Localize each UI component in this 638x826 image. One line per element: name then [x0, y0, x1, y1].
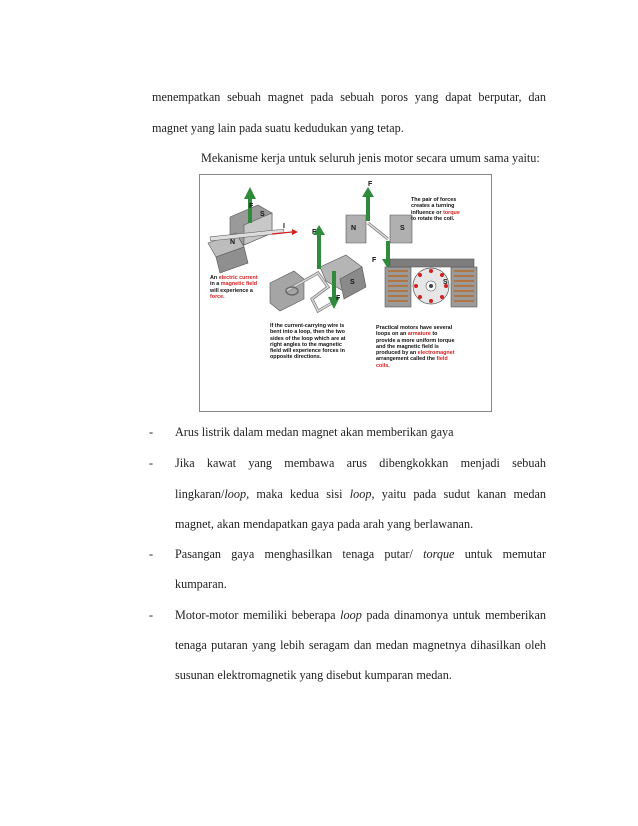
- motor-diagram-figure: [199, 174, 492, 412]
- north-pole-label: N: [351, 225, 357, 232]
- caption-pair-of-forces: The pair of forces creates a turning influence or torque to rotate the coil.: [411, 197, 460, 222]
- bullet-2-line-1: Jika kawat yang membawa arus dibengkokkan menjadi sebuah: [175, 456, 546, 470]
- bullet-dash: -: [149, 608, 154, 622]
- bullet-1-text: Arus listrik dalam medan magnet akan memberikan gaya: [175, 425, 454, 439]
- bullet-dash: -: [149, 547, 154, 561]
- wire-magnet-illustration: [208, 187, 298, 273]
- paragraph-line-3: Mekanisme kerja untuk seluruh jenis motor secara umum sama yaitu:: [201, 151, 540, 165]
- bullet-dash: -: [149, 425, 154, 439]
- bullet-2-line-2: lingkaran/loop, maka kedua sisi loop, yaitu pada sudut kanan medan: [175, 487, 546, 501]
- force-label: F: [249, 203, 254, 210]
- south-pole-label: S: [443, 279, 448, 286]
- practical-motor-illustration: [385, 259, 477, 307]
- bullet-4-line-2: tenaga putaran yang lebih seragam dan medan magnetnya dihasilkan oleh: [175, 638, 546, 652]
- force-label: F: [368, 181, 373, 188]
- bullet-3-line-2: kumparan.: [175, 577, 227, 591]
- south-pole-label: S: [400, 225, 405, 232]
- force-label: F: [336, 295, 341, 302]
- paragraph-line-2: magnet yang lain pada suatu kedudukan yang tetap.: [152, 121, 404, 135]
- force-label: F: [312, 229, 317, 236]
- bullet-4-line-3: susunan elektromagnetik yang disebut kumparan medan.: [175, 668, 452, 682]
- bullet-3-line-1: Pasangan gaya menghasilkan tenaga putar/ torque untuk memutar: [175, 547, 546, 561]
- paragraph-line-1: menempatkan sebuah magnet pada sebuah poros yang dapat berputar, dan: [152, 90, 546, 104]
- bullet-2-line-3: magnet, akan mendapatkan gaya pada arah yang berlawanan.: [175, 517, 474, 531]
- north-pole-label: N: [230, 239, 236, 246]
- bullet-dash: -: [149, 456, 154, 470]
- south-pole-label: S: [260, 211, 265, 218]
- caption-loop: If the current-carrying wire is bent into a loop, then the two sides of the loop which are at right angles to the magnetic field will experience forces in opposite directions.: [270, 323, 346, 361]
- bullet-4-line-1: Motor-motor memiliki beberapa loop pada dinamonya untuk memberikan: [175, 608, 546, 622]
- force-label: F: [372, 257, 377, 264]
- south-pole-label: S: [350, 279, 355, 286]
- current-label: I: [283, 223, 285, 230]
- caption-electric-current: An electric current in a magnetic field will experience a force.: [210, 275, 258, 300]
- caption-practical-motors: Practical motors have several loops on an armature to provide a more uniform torque and the magnetic field is produced by an electromagnet arrangement called the field coils.: [376, 325, 455, 369]
